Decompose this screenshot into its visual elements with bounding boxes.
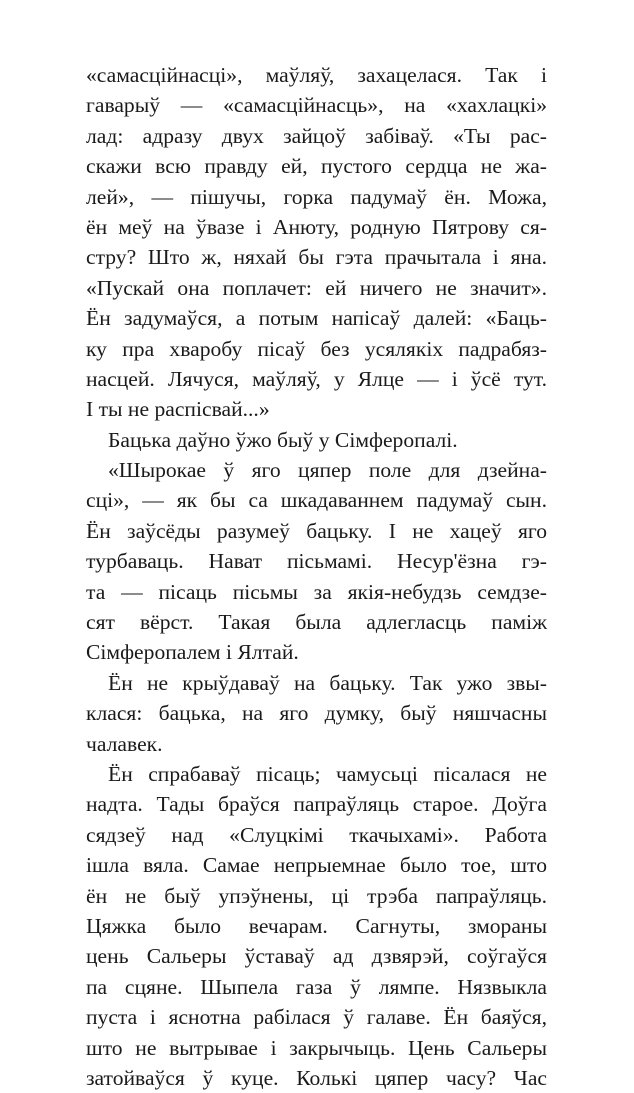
text-line: надта. Тады браўся папраўляць старое. Доўга: [86, 792, 547, 817]
text-line: ку пра хваробу пісаў без усялякіх падрабяз-: [86, 336, 547, 361]
text-line: «Пускай она поплачет: ей ничего не значит».: [86, 275, 547, 300]
text-line: сят вёрст. Такая была адлегласць паміж: [86, 610, 547, 635]
text-line: ішла вяла. Самае непрыемнае было тое, што: [86, 853, 547, 878]
text-line: затойваўся ў куце. Колькі цяпер часу? Час: [86, 1065, 547, 1090]
text-line: ён меў на ўвазе і Анюту, родную Пятрову ся-: [86, 214, 547, 239]
text-line: Ён заўсёды разумеў бацьку. І не хацеў яго: [86, 518, 547, 543]
text-line: лей», — пішучы, горка падумаў ён. Можа,: [86, 184, 547, 209]
text-line: І ты не распісвай...»: [86, 397, 270, 422]
text-line: «Шырокае ў яго цяпер поле для дзейна-: [108, 458, 547, 483]
text-line: Ён не крыўдаваў на бацьку. Так ужо звы-: [108, 670, 547, 695]
text-line: Ён задумаўся, а потым напісаў далей: «Баць-: [86, 306, 547, 331]
text-line: па сцяне. Шыпела газа ў лямпе. Нязвыкла: [86, 974, 547, 999]
text-line: гаварыў — «самасційнасць», на «хахлацкі»: [86, 93, 547, 118]
text-line: та — пісаць пісьмы за якія-небудзь семдзе-: [86, 579, 547, 604]
paragraph: [86, 759, 547, 1093]
paragraph: [86, 668, 547, 759]
text-line: сці», — як бы са шкадаваннем падумаў сын.: [86, 488, 547, 513]
text-line: «самасційнасці», маўляў, захацелася. Так і: [86, 63, 547, 87]
text-line: клася: бацька, на яго думку, быў няшчасны: [86, 701, 547, 726]
text-line: чалавек.: [86, 731, 163, 756]
text-line: пуста і яснотна рабілася ў галаве. Ён баяўся,: [86, 1005, 547, 1030]
paragraph: [86, 425, 547, 455]
text-line: Ён спрабаваў пісаць; чамусьці пісалася не: [108, 761, 547, 786]
text-line: Сімферопалем і Ялтай.: [86, 640, 299, 665]
text-line: скажи всю правду ей, пустого сердца не жа-: [86, 154, 547, 179]
text-line: Цяжка было вечарам. Сагнуты, змораны: [86, 913, 547, 938]
text-line: ён не быў упэўнены, ці трэба папраўляць.: [86, 883, 547, 908]
text-line: сядзеў над «Слуцкімі ткачыхамі». Работа: [86, 822, 547, 847]
text-line: стру? Што ж, няхай бы гэта прачытала і яна.: [86, 245, 547, 270]
text-line: насцей. Лячуся, маўляў, у Ялце — і ўсё тут.: [86, 366, 547, 391]
text-line: турбаваць. Нават пісьмамі. Несур'ёзна гэ-: [86, 549, 547, 574]
text-line: цень Сальеры ўставаў ад дзвярэй, соўгаўся: [86, 944, 547, 969]
paragraph: [86, 455, 547, 668]
page-text-block: [86, 60, 547, 1093]
text-line: Бацька даўно ўжо быў у Сімферопалі.: [108, 427, 458, 452]
text-line: лад: адразу двух зайцоў забіваў. «Ты рас-: [86, 123, 547, 148]
text-line: што не вытрывае і закрычыць. Цень Сальеры: [86, 1035, 547, 1060]
paragraph: [86, 60, 547, 425]
